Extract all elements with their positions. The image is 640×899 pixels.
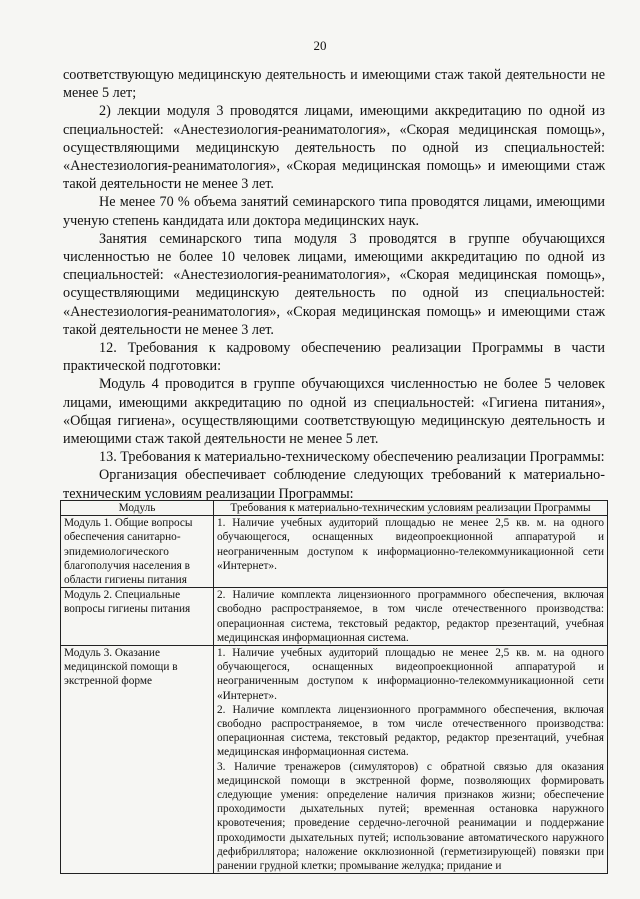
requirements-cell bbox=[214, 646, 608, 874]
body-text bbox=[63, 66, 605, 503]
table-row bbox=[61, 516, 608, 588]
requirement-item: 3. Наличие тренажеров (симуляторов) с обратной связью для оказания медицинской помощи в экстренной форме, позволяющих формировать следующие умения: определение наличия признаков жизни; обеспечение проходимости дыхательных путей; временная остановка наружного кровотечения; проведение сердечно-легочной реанимации и поддержание проходимости дыхательных путей; использование автоматического наружного дефибриллятора; наложение окклюзионной (герметизирующей) повязки при ранении грудной клетки; промывание желудка; придание и bbox=[217, 760, 604, 873]
paragraph: Организация обеспечивает соблюдение следующих требований к материально-техническим условиям реализации Программы: bbox=[63, 467, 605, 502]
section-heading: 13. Требования к материально-техническому обеспечению реализации Программы: bbox=[99, 449, 605, 466]
column-header-module: Модуль bbox=[61, 501, 214, 516]
module-cell: Модуль 2. Специальные вопросы гигиены питания bbox=[61, 588, 214, 646]
paragraph: Не менее 70 % объема занятий семинарского типа проводятся лицами, имеющими ученую степень кандидата или доктора медицинских наук. bbox=[63, 194, 605, 229]
requirements-cell bbox=[214, 516, 608, 588]
requirement-item: 2. Наличие комплекта лицензионного программного обеспечения, включая свободно распространяемое, в том числе отечественного производства: операционная система, текстовый редактор, редактор презентаций, учебная медицинская информационная система. bbox=[217, 703, 604, 759]
table-row bbox=[61, 588, 608, 646]
requirements-cell bbox=[214, 588, 608, 646]
paragraph: 2) лекции модуля 3 проводятся лицами, имеющими аккредитацию по одной из специальностей: «Анестезиология-реаниматология», «Скорая медицинская помощь», осуществляющими медицинскую деятельность по одной из специальностей: «Анестезиология-реаниматология», «Скорая медицинская помощь» и имеющими стаж такой деятельности не менее 3 лет. bbox=[63, 103, 605, 193]
requirements-table bbox=[60, 500, 608, 874]
requirement-item: 2. Наличие комплекта лицензионного программного обеспечения, включая свободно распространяемое, в том числе отечественного производства: операционная система, текстовый редактор, редактор презентаций, учебная медицинская информационная система. bbox=[217, 589, 604, 644]
page-number: 20 bbox=[313, 38, 327, 53]
module-cell: Модуль 3. Оказание медицинской помощи в экстренной форме bbox=[61, 646, 214, 874]
paragraph: соответствующую медицинскую деятельность и имеющими стаж такой деятельности не менее 5 лет; bbox=[63, 67, 605, 102]
requirement-item: 1. Наличие учебных аудиторий площадью не менее 2,5 кв. м. на одного обучающегося, оснащенных видеопроекционной аппаратурой и неограниченным доступом к информационно-телекоммуникационной сети «Интернет». bbox=[217, 647, 604, 702]
column-header-requirements: Требования к материально-техническим условиям реализации Программы bbox=[214, 501, 608, 516]
requirement-item: 1. Наличие учебных аудиторий площадью не менее 2,5 кв. м. на одного обучающегося, оснащенных видеопроекционной аппаратурой и неограниченным доступом к информационно-телекоммуникационной сети «Интернет». bbox=[217, 517, 604, 572]
paragraph: Занятия семинарского типа модуля 3 проводятся в группе обучающихся численностью не более 10 человек лицами, имеющими аккредитацию по одной из специальностей: «Анестезиология-реаниматология», «Скорая медицинская помощь», осуществляющими медицинскую деятельность по одной из специальностей: «Анестезиология-реаниматология», «Скорая медицинская помощь» и имеющими стаж такой деятельности не менее 3 лет. bbox=[63, 230, 605, 338]
table-header-row bbox=[61, 501, 608, 516]
paragraph: Модуль 4 проводится в группе обучающихся численностью не более 5 человек лицами, имеющими аккредитацию по одной из специальностей: «Гигиена питания», «Общая гигиена», осуществляющими соответствующую медицинскую деятельность и имеющими стаж такой деятельности не менее 5 лет. bbox=[63, 376, 605, 448]
module-cell: Модуль 1. Общие вопросы обеспечения санитарно-эпидемиологического благополучия населения в области гигиены питания bbox=[61, 516, 214, 588]
table-row bbox=[61, 646, 608, 874]
section-heading: 12. Требования к кадровому обеспечению реализации Программы в части практической подготовки: bbox=[63, 340, 605, 375]
